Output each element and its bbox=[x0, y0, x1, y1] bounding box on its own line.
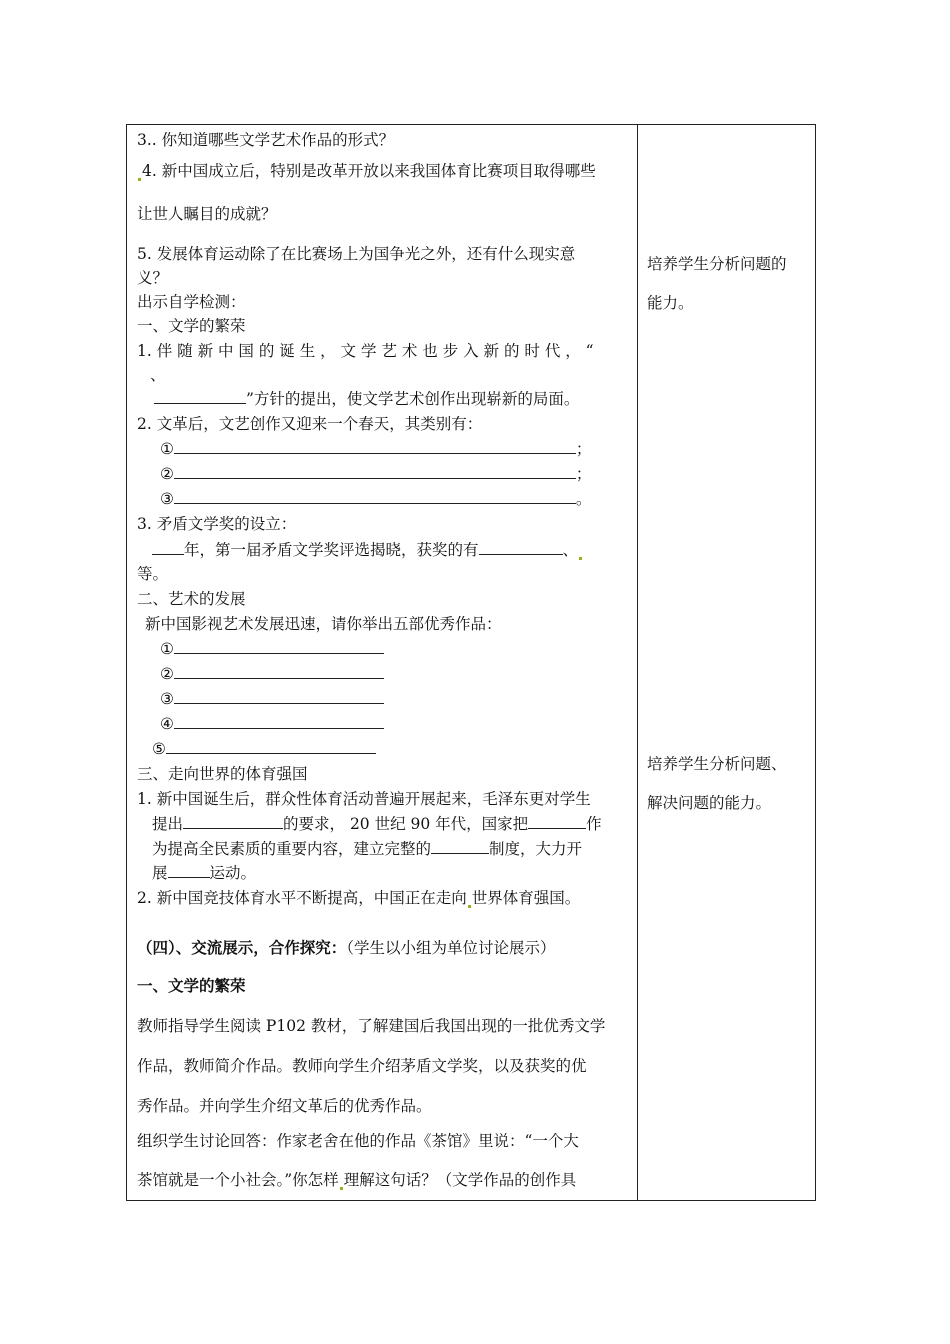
section-exchange: （四）、交流展示，合作探究：（学生以小组为单位讨论展示） bbox=[137, 938, 556, 957]
goal-1-line1: 培养学生分析问题的 bbox=[647, 255, 787, 273]
para-line-5: 茶馆就是一个小社会。”你怎样 理解这句话？（文学作品的创作具 bbox=[137, 1171, 577, 1189]
para-line-3: 秀作品。并向学生介绍文革后的优秀作品。 bbox=[137, 1097, 432, 1115]
film-blank-2: ② bbox=[160, 664, 384, 684]
film-blank-5: ⑤ bbox=[152, 739, 376, 759]
marker-dot bbox=[138, 178, 141, 181]
answer-blank[interactable] bbox=[431, 839, 489, 854]
answer-blank[interactable] bbox=[174, 639, 384, 654]
genre-blank-3: ③ 。 bbox=[160, 490, 592, 508]
item-1-1: 1. 伴 随 新 中 国 的 诞 生 ， 文 学 艺 术 也 步 入 新 的 时 代 ， “ bbox=[137, 342, 594, 360]
genre-blank-1: ① ； bbox=[160, 440, 592, 458]
item-2-1: 新中国影视艺术发展迅速，请你举出五部优秀作品： bbox=[145, 615, 502, 633]
section-art: 二、艺术的发展 bbox=[137, 590, 246, 608]
item-1-1-blank: ”方针的提出，使文学艺术创作出现崭新的局面。 bbox=[154, 389, 579, 409]
item-3-2: 2. 新中国竞技体育水平不断提高，中国正在走向 世界体育强国。 bbox=[137, 889, 581, 907]
marker-dot bbox=[579, 557, 582, 560]
question-4-line1: 4. 新中国成立后，特别是改革开放以来我国体育比赛项目取得哪些 bbox=[137, 161, 596, 181]
section-literature: 一、文学的繁荣 bbox=[137, 317, 246, 335]
item-1-3-end: 等。 bbox=[137, 565, 169, 583]
genre-blank-2: ② ； bbox=[160, 465, 592, 483]
film-blank-4: ④ bbox=[160, 714, 384, 734]
item-1-3-line: 年，第一届矛盾文学奖评选揭晓，获奖的有 、 bbox=[152, 540, 583, 560]
item-3-1-line1: 1. 新中国诞生后，群众性体育活动普遍开展起来，毛泽东更对学生 bbox=[137, 790, 591, 808]
column-divider bbox=[637, 124, 638, 1201]
item-3-1-line4: 展 运动。 bbox=[152, 864, 257, 882]
answer-blank[interactable] bbox=[152, 540, 184, 555]
marker-dot bbox=[468, 905, 471, 908]
answer-blank[interactable] bbox=[174, 664, 384, 679]
goal-2-line1: 培养学生分析问题、 bbox=[647, 755, 787, 773]
film-blank-3: ③ bbox=[160, 689, 384, 709]
answer-blank[interactable] bbox=[174, 439, 576, 454]
self-check-title: 出示自学检测： bbox=[137, 293, 246, 311]
answer-blank[interactable] bbox=[528, 814, 586, 829]
answer-blank[interactable] bbox=[479, 540, 563, 555]
para-line-1: 教师指导学生阅读 P102 教材，了解建国后我国出现的一批优秀文学 bbox=[137, 1017, 606, 1035]
item-3-1-line3: 为提高全民素质的重要内容，建立完整的 制度，大力开 bbox=[152, 840, 583, 858]
question-5-line2: 义？ bbox=[137, 269, 169, 287]
para-line-2: 作品，教师简介作品。教师向学生介绍茅盾文学奖，以及获奖的优 bbox=[137, 1057, 587, 1075]
section-literature-2: 一、文学的繁荣 bbox=[137, 976, 246, 995]
answer-blank[interactable] bbox=[183, 814, 283, 829]
question-3: 3.. 你知道哪些文学艺术作品的形式？ bbox=[137, 131, 395, 149]
question-5-line1: 5. 发展体育运动除了在比赛场上为国争光之外，还有什么现实意 bbox=[137, 245, 576, 263]
answer-blank[interactable] bbox=[174, 464, 576, 479]
item-1-1-dun: 、 bbox=[150, 366, 166, 384]
answer-blank[interactable] bbox=[168, 863, 210, 878]
answer-blank[interactable] bbox=[174, 689, 384, 704]
answer-blank[interactable] bbox=[154, 389, 246, 404]
section-sports: 三、走向世界的体育强国 bbox=[137, 765, 308, 783]
question-4-line2: 让世人瞩目的成就？ bbox=[137, 205, 277, 223]
goal-2-line2: 解决问题的能力。 bbox=[647, 794, 772, 812]
answer-blank[interactable] bbox=[166, 739, 376, 754]
answer-blank[interactable] bbox=[174, 714, 384, 729]
answer-blank[interactable] bbox=[174, 489, 576, 504]
item-1-3: 3. 矛盾文学奖的设立： bbox=[137, 515, 297, 533]
table-frame bbox=[126, 124, 816, 1201]
item-3-1-line2: 提出 的要求， 20 世纪 90 年代，国家把 作 bbox=[152, 815, 602, 833]
goal-1-line2: 能力。 bbox=[647, 294, 694, 312]
film-blank-1: ① bbox=[160, 639, 384, 659]
marker-dot bbox=[340, 1187, 343, 1190]
item-1-2: 2. 文革后，文艺创作又迎来一个春天，其类别有： bbox=[137, 415, 483, 433]
para-line-4: 组织学生讨论回答：作家老舍在他的作品《茶馆》里说：“一个大 bbox=[137, 1132, 579, 1150]
